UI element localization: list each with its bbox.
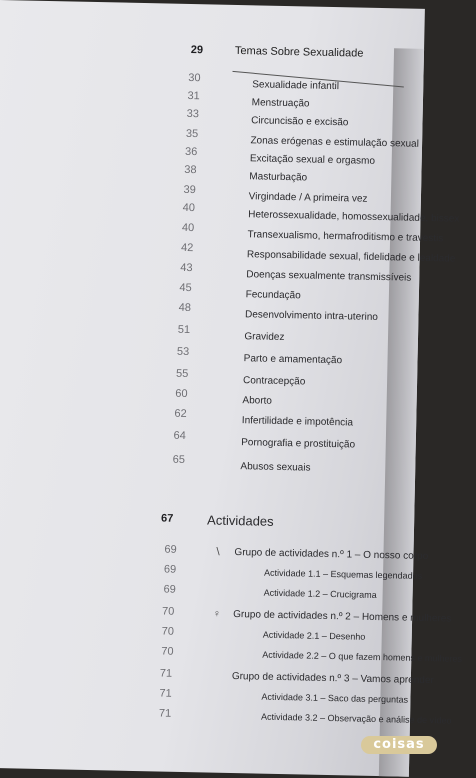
toc-page-number: 55 (175, 367, 189, 381)
toc-page-number: 69 (163, 583, 176, 596)
toc-page-number: 45 (179, 281, 192, 295)
toc-page-number: 60 (175, 387, 188, 401)
toc-entry: Sexualidade infantil (252, 79, 340, 93)
toc-page-number: 65 (172, 453, 186, 466)
toc-page-number: 69 (163, 563, 177, 576)
toc-entry: Virgindade / A primeira vez (248, 191, 368, 205)
toc-entry: Desenvolvimento intra-uterino (244, 309, 378, 323)
toc-entry: Excitação sexual e orgasmo (249, 153, 376, 167)
toc-entry: Parto e amamentação (243, 353, 343, 367)
section-page-number: 29 (190, 44, 204, 57)
toc-entry: Fecundação (245, 289, 301, 302)
toc-entry: Masturbação (249, 171, 308, 184)
toc-entry: Zonas erógenas e estimulação sexual (250, 135, 420, 150)
toc-entry: Pornografia e prostituição (241, 437, 356, 451)
activity-group: Grupo de actividades n.º 2 – Homens e mulheres (233, 609, 452, 625)
toc-page-number: 64 (173, 429, 186, 442)
activity-entry: Actividade 1.2 – Crucigrama (263, 587, 377, 601)
female-symbol-icon: ♀ (213, 608, 221, 620)
toc-page-number: 70 (161, 605, 175, 618)
toc-entry: Transexualismo, hermafroditismo e travestis (247, 229, 444, 245)
section-page-number: 67 (160, 512, 174, 525)
section-title: Actividades (206, 512, 274, 529)
toc-entry: Aborto (242, 395, 273, 407)
toc-entry: Abusos sexuais (240, 461, 311, 474)
toc-page-number: 35 (185, 127, 199, 141)
toc-page-number: 70 (161, 625, 175, 638)
next-page-edge (379, 48, 424, 776)
activity-entry: Actividade 3.1 – Saco das perguntas (261, 691, 409, 705)
toc-entry: Heterossexualidade, homossexualidade, bissex (248, 209, 460, 225)
toc-entry: Infertilidade e impotência (241, 415, 354, 429)
toc-page-number: 31 (187, 89, 200, 103)
toc-page-number: 36 (184, 145, 198, 159)
toc-page-number: 62 (174, 407, 187, 420)
toc-page-number: 70 (161, 645, 174, 658)
activity-group: Grupo de actividades n.º 3 – Vamos aprender (231, 671, 434, 687)
section-title: Temas Sobre Sexualidade (234, 44, 364, 60)
toc-page-number: 53 (176, 345, 190, 359)
pencil-icon: ∖ (214, 546, 221, 558)
activity-entry: Actividade 2.2 – O que fazem homens e mulheres (262, 649, 463, 664)
toc-page-number: 39 (183, 183, 196, 197)
toc-page-number: 42 (180, 241, 194, 255)
toc-page-number: 69 (164, 543, 177, 556)
toc-entry: Circuncisão e excisão (251, 115, 349, 129)
toc-page-number: 43 (180, 261, 193, 275)
toc-page-number: 40 (182, 201, 196, 215)
toc-page-number: 48 (178, 301, 192, 315)
activity-entry: Actividade 1.1 – Esquemas legendados (263, 567, 423, 581)
activity-entry: Actividade 2.1 – Desenho (262, 629, 366, 642)
toc-page-number: 38 (184, 163, 197, 177)
activity-entry: Actividade 3.2 – Observação e análise de vídeo (260, 711, 452, 726)
toc-entry: Contracepção (242, 375, 306, 388)
toc-entry: Responsabilidade sexual, fidelidade e lealdade (246, 249, 456, 265)
toc-page-number: 71 (159, 667, 173, 680)
toc-entry: Doenças sexualmente transmissíveis (246, 269, 412, 284)
toc-entry: Menstruação (251, 97, 310, 110)
toc-page-number: 40 (181, 221, 195, 235)
toc-page-number: 30 (188, 71, 201, 85)
activity-group: Grupo de actividades n.º 1 – O nosso corpo (234, 547, 429, 563)
toc-entry: Gravidez (244, 331, 285, 344)
toc-page-number: 71 (159, 687, 172, 700)
watermark-badge: coisas (361, 736, 437, 754)
toc-page-number: 71 (158, 707, 172, 720)
toc-page-number: 51 (177, 323, 191, 337)
toc-page-number: 33 (186, 107, 200, 121)
